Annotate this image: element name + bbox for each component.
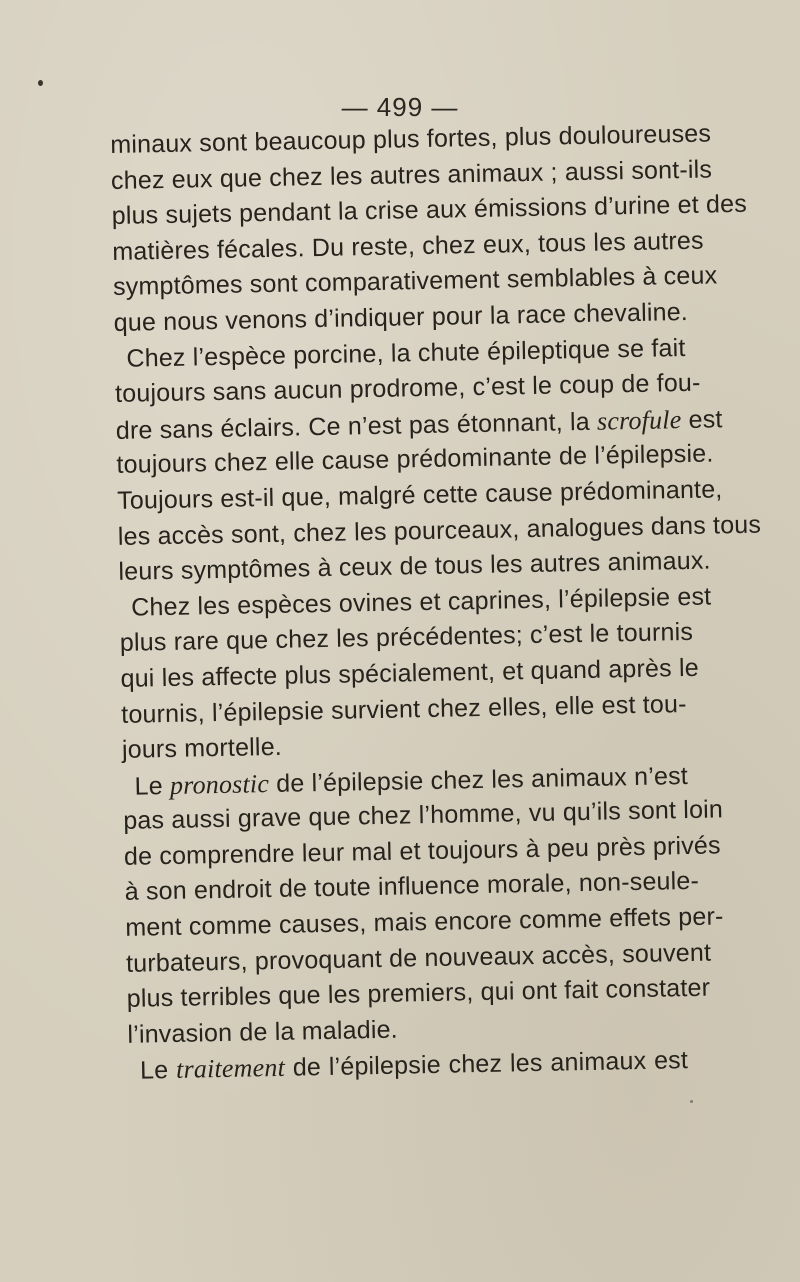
text-span: Le <box>134 771 171 801</box>
text-span: de l’épilepsie chez les animaux n’est <box>268 761 689 798</box>
text-span: jours mortelle. <box>121 732 283 764</box>
ink-spot <box>690 1100 693 1103</box>
text-span: qui les affecte plus spécialement, et quand après le <box>120 653 700 693</box>
text-span: leurs symptômes à ceux de tous les autres animaux. <box>118 546 711 587</box>
text-span: que nous venons d’indiquer pour la race chevaline. <box>113 297 689 337</box>
text-span: à son endroit de toute influence morale, non-seule- <box>124 867 700 907</box>
text-span: Le <box>139 1056 177 1086</box>
text-span: Chez l’espèce porcine, la chute épileptique se fait <box>126 333 686 373</box>
text-span: les accès sont, chez les pourceaux, analogues dans tous <box>117 510 762 551</box>
text-span: dre sans éclairs. Ce n’est pas étonnant, la <box>115 407 598 445</box>
text-span: toujours chez elle cause prédominante de l’épilepsie. <box>116 439 714 480</box>
ink-spot <box>38 80 43 86</box>
text-span: symptômes sont comparativement semblables à ceux <box>112 261 718 302</box>
text-span: de comprendre leur mal et toujours à peu près privés <box>123 831 721 871</box>
text-span: minaux sont beaucoup plus fortes, plus douloureuses <box>110 119 712 159</box>
text-span: chez eux que chez les autres animaux ; aussi sont-ils <box>110 155 713 195</box>
text-span: matières fécales. Du reste, chez eux, tous les autres <box>112 226 704 266</box>
text-span: turbateurs, provoquant de nouveaux accès, souvent <box>125 938 712 978</box>
italic-term: traitement <box>175 1053 286 1085</box>
text-span: l’invasion de la maladie. <box>127 1015 399 1049</box>
text-span: plus terribles que les premiers, qui ont fait constater <box>126 973 711 1014</box>
page-number: — 499 — <box>341 92 459 122</box>
text-span: Chez les espèces ovines et caprines, l’épilepsie est <box>130 582 712 622</box>
text-span: pas aussi grave que chez l’homme, vu qu’ils sont loin <box>123 795 724 836</box>
text-span: est <box>681 405 723 434</box>
text-span: tournis, l’épilepsie survient chez elles, elle est tou- <box>120 689 687 729</box>
italic-term: pronostic <box>169 768 270 800</box>
text-span: ment comme causes, mais encore comme effets per- <box>125 902 724 942</box>
text-span: toujours sans aucun prodrome, c’est le coup de fou- <box>114 368 701 409</box>
text-span: de l’épilepsie chez les animaux est <box>284 1046 689 1083</box>
text-span: Toujours est-il que, malgré cette cause prédominante, <box>116 475 723 515</box>
italic-term: scrofule <box>596 404 682 436</box>
text-span: plus rare que chez les précédentes; c’est le tournis <box>119 618 694 658</box>
text-span: plus sujets pendant la crise aux émissions d’urine et des <box>111 189 748 231</box>
body-text <box>110 117 762 1089</box>
